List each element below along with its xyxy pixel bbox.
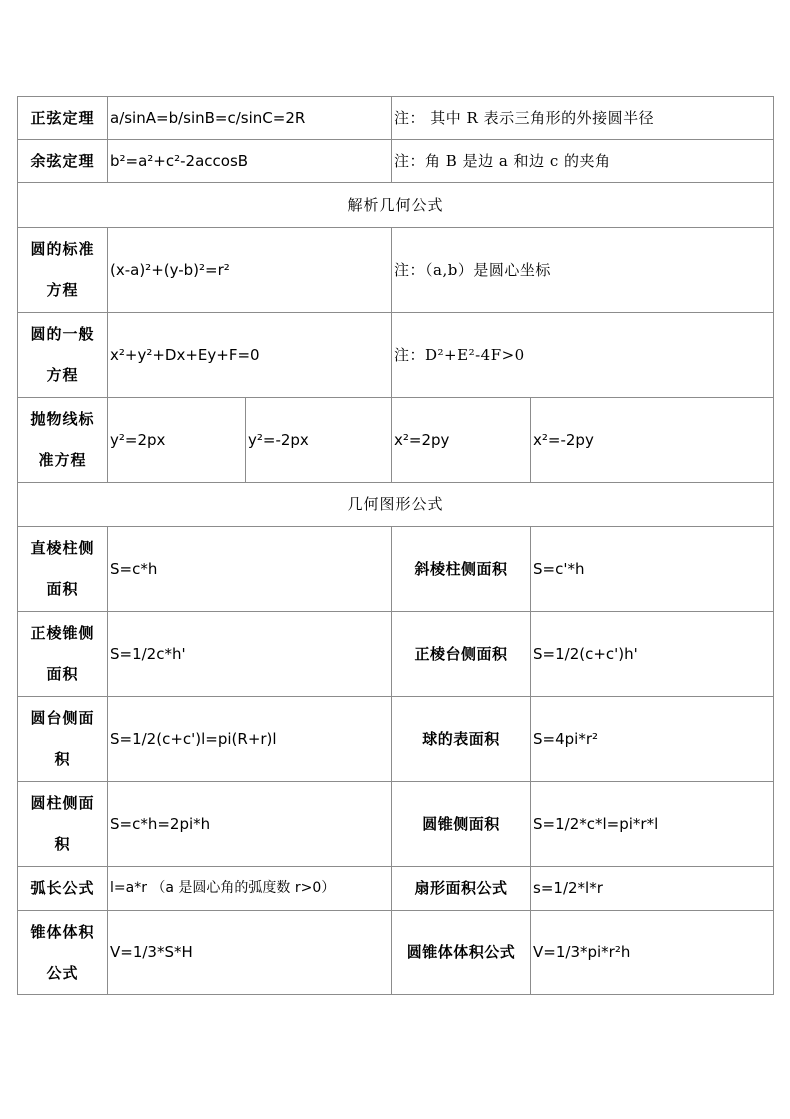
label-sector-area: 扇形面积公式 [392, 867, 531, 911]
formula-circle-general: x²+y²+Dx+Ey+F=0 [108, 313, 392, 398]
row-cylinder [18, 782, 774, 867]
note-sine-law: 注： 其中 R 表示三角形的外接圆半径 [392, 97, 774, 140]
formula-right-prism: S=c*h [108, 527, 392, 612]
label-oblique-prism: 斜棱柱侧面积 [392, 527, 531, 612]
formula-parabola-3: x²=2py [392, 398, 531, 483]
note-circle-standard: 注：（a,b）是圆心坐标 [392, 228, 774, 313]
formula-oblique-prism: S=c'*h [531, 527, 774, 612]
label-circle-general [18, 313, 108, 398]
label-line: 公式 [46, 963, 79, 982]
label-sine-law: 正弦定理 [18, 97, 108, 140]
formula-circle-standard: (x-a)²+(y-b)²=r² [108, 228, 392, 313]
row-right-prism [18, 527, 774, 612]
row-parabola [18, 398, 774, 483]
row-circle-general [18, 313, 774, 398]
formula-arc-length: l=a*r （a 是圆心角的弧度数 r>0） [108, 867, 392, 911]
label-frustum-cone [18, 697, 108, 782]
section-heading-analytic-geometry: 解析几何公式 [18, 183, 774, 228]
label-line: 方程 [46, 366, 79, 384]
formula-regular-pyramid: S=1/2c*h' [108, 612, 392, 697]
label-circle-standard [18, 228, 108, 313]
row-section-geometry [18, 483, 774, 527]
formula-sphere-area: S=4pi*r² [531, 697, 774, 782]
label-cone-volume: 圆锥体体积公式 [392, 911, 531, 995]
formula-frustum-cone: S=1/2(c+c')l=pi(R+r)l [108, 697, 392, 782]
note-circle-general: 注：D²+E²-4F>0 [392, 313, 774, 398]
row-frustum-cone [18, 697, 774, 782]
row-arc-length [18, 867, 774, 911]
formula-cone-lateral: S=1/2*c*l=pi*r*l [531, 782, 774, 867]
label-sphere-area: 球的表面积 [392, 697, 531, 782]
row-cone-volume [18, 911, 774, 995]
label-cone-lateral: 圆锥侧面积 [392, 782, 531, 867]
label-line: 锥体体积 [30, 922, 95, 941]
section-heading-geometry: 几何图形公式 [18, 483, 774, 527]
label-arc-length: 弧长公式 [18, 867, 108, 911]
formula-regular-frustum: S=1/2(c+c')h' [531, 612, 774, 697]
label-line: 圆台侧面 [30, 709, 95, 727]
note-cosine-law: 注：角 B 是边 a 和边 c 的夹角 [392, 140, 774, 183]
row-regular-pyramid [18, 612, 774, 697]
label-right-prism [18, 527, 108, 612]
label-line: 方程 [46, 281, 79, 299]
label-regular-pyramid [18, 612, 108, 697]
label-cylinder [18, 782, 108, 867]
formula-sector-area: s=1/2*l*r [531, 867, 774, 911]
label-line: 准方程 [38, 451, 87, 469]
formula-parabola-4: x²=-2py [531, 398, 774, 483]
formula-table [17, 96, 774, 995]
row-cosine-law [18, 140, 774, 183]
row-section-analytic [18, 183, 774, 228]
label-line: 圆的标准 [30, 240, 95, 258]
formula-cylinder: S=c*h=2pi*h [108, 782, 392, 867]
formula-sine-law: a/sinA=b/sinB=c/sinC=2R [108, 97, 392, 140]
label-regular-frustum: 正棱台侧面积 [392, 612, 531, 697]
label-line: 积 [54, 750, 71, 768]
label-line: 面积 [46, 665, 79, 683]
row-circle-standard [18, 228, 774, 313]
label-line: 圆的一般 [30, 325, 95, 343]
label-pyramid-volume [18, 911, 108, 995]
formula-parabola-1: y²=2px [108, 398, 246, 483]
formula-pyramid-volume: V=1/3*S*H [108, 911, 392, 995]
formula-cosine-law: b²=a²+c²-2accosB [108, 140, 392, 183]
label-line: 积 [54, 835, 71, 853]
formula-cone-volume: V=1/3*pi*r²h [531, 911, 774, 995]
label-line: 正棱锥侧 [30, 624, 95, 642]
label-line: 面积 [46, 580, 79, 598]
label-parabola [18, 398, 108, 483]
label-line: 抛物线标 [30, 410, 95, 428]
label-cosine-law: 余弦定理 [18, 140, 108, 183]
row-sine-law [18, 97, 774, 140]
formula-parabola-2: y²=-2px [246, 398, 392, 483]
label-line: 直棱柱侧 [30, 539, 95, 557]
label-line: 圆柱侧面 [30, 794, 95, 812]
